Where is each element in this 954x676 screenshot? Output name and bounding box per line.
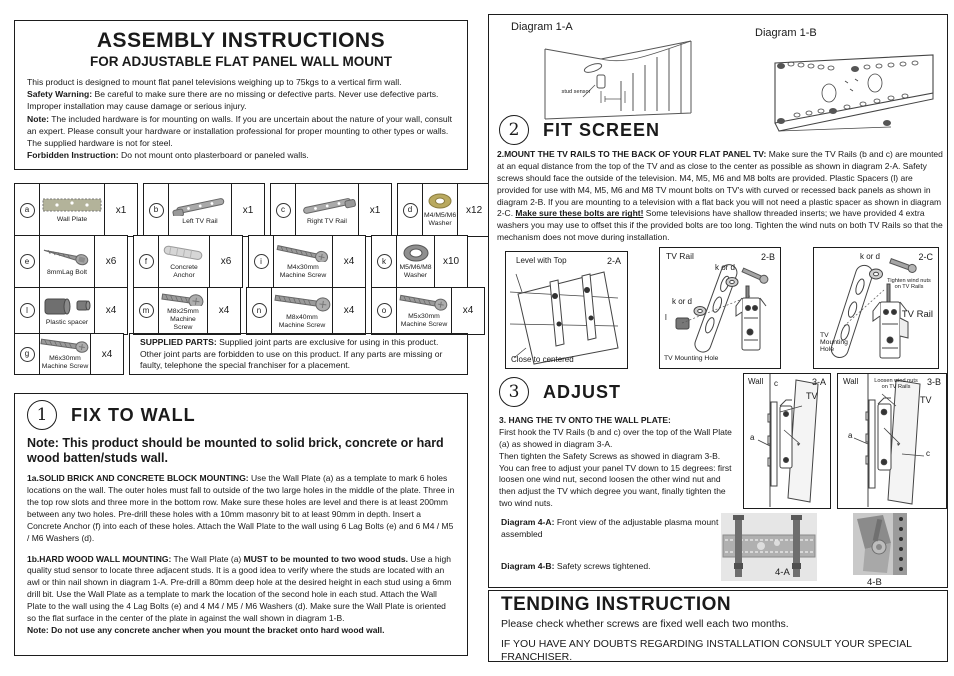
section3-line: Then tighten the Safety Screws as showed in diagram 3-B. bbox=[499, 450, 721, 461]
diagram-2c-tighten-label: Tighten wind nuts on TV Rails bbox=[887, 278, 931, 291]
paragraph-1b-bold: MUST to be mounted to two wood studs. bbox=[243, 553, 408, 564]
tending-heading: TENDING INSTRUCTION bbox=[501, 594, 732, 615]
diagram-2b-hole-label: TV Mounting Hole bbox=[664, 354, 719, 362]
wall-plate-icon bbox=[41, 196, 103, 214]
part-qty: x1 bbox=[369, 204, 381, 216]
part-name: M8x25mm Machine Screw bbox=[167, 308, 199, 331]
safety-warning-label: Safety Warning: bbox=[27, 89, 93, 100]
diagram-2b-kord-label: k or d bbox=[715, 263, 736, 272]
part-qty: x4 bbox=[343, 305, 355, 317]
section-fix-to-wall bbox=[14, 393, 468, 656]
part-qty: x1 bbox=[115, 204, 127, 216]
part-letter: g bbox=[20, 347, 35, 362]
paragraph-1b bbox=[27, 554, 455, 637]
diagram-3a-wall-label: Wall bbox=[748, 377, 764, 386]
safety-warning-text: Be careful to make sure there are no missing or defective parts. Never use defective parts. Improper installation may cause damage or serious injury. bbox=[27, 89, 439, 112]
part-lag-bolt bbox=[14, 235, 128, 288]
lag-bolt-icon bbox=[41, 247, 93, 267]
diagram-3a-tag: 3-A bbox=[811, 377, 826, 387]
parts-table bbox=[14, 183, 483, 375]
forbidden-instruction bbox=[27, 149, 455, 161]
section2-paragraph bbox=[497, 149, 943, 244]
washer-icon bbox=[402, 244, 430, 262]
part-qty: x1 bbox=[242, 204, 254, 216]
part-name: M6x30mm Machine Screw bbox=[41, 355, 89, 371]
paragraph-1b-text1: The Wall Plate (a) bbox=[171, 553, 244, 564]
part-name: Left TV Rail bbox=[182, 218, 218, 226]
part-name: M4/M5/M6 Washer bbox=[424, 211, 457, 227]
part-m456-washer bbox=[397, 183, 491, 237]
diagram-2b-title: TV Rail bbox=[666, 251, 694, 261]
part-letter: n bbox=[252, 303, 267, 318]
section2-paragraph-label: 2.MOUNT THE TV RAILS TO THE BACK OF YOUR FLAT PANEL TV: bbox=[497, 149, 767, 159]
diagram-3b-c-label: c bbox=[926, 449, 930, 458]
part-letter: o bbox=[377, 303, 392, 318]
diagram-4b-caption-label: Diagram 4-B: bbox=[501, 561, 555, 571]
page-title: ASSEMBLY INSTRUCTIONS bbox=[96, 29, 386, 52]
part-m568-washer bbox=[371, 235, 468, 288]
part-letter: f bbox=[139, 254, 154, 269]
intro-section bbox=[14, 20, 468, 170]
part-m5x30-screw bbox=[371, 287, 485, 335]
left-tv-rail-icon bbox=[170, 194, 230, 216]
section1-heading: FIX TO WALL bbox=[71, 404, 196, 425]
diagram-3a-c-label: c bbox=[774, 379, 778, 388]
diagram-2b-spacer-label: l bbox=[665, 313, 667, 322]
diagram-2a-tag: 2-A bbox=[606, 256, 621, 266]
washer-icon bbox=[427, 193, 453, 210]
diagram-2a-bottom-label: Close to centered bbox=[511, 354, 574, 364]
diagram-4a-caption-label: Diagram 4-A: bbox=[501, 517, 555, 527]
supplied-parts-text: Supplied joint parts are exclusive for using in this product. Other joint parts are forbidden to use on this product. If any parts are missing or faulty, telephone the special franchiser for a placement. bbox=[140, 337, 443, 370]
paragraph-1a bbox=[27, 473, 455, 544]
section3-line: First hook the TV Rails (b and c) over the top of the Wall Plate (a) as showed in diagram 3-A. bbox=[499, 426, 732, 449]
paragraph-1a-text: Use the Wall Plate (a) as a template to mark 6 holes locations on the wall. The outer holes must fall to outside of the two large holes in the middle of the plate. Three in the top row slots and three more in the bottom row. Make sure these holes are level and there is at least 200mm between any two holes. Pre-drill these holes with a 10mm masonry bit to at least 90mm in depth. Insert a Concrete Anchor (f) into each of these holes. Attach the Wall Plate to the wall using 6 Lag Bolts (e) and 6 M4 / M5 / M6 Washers (d). bbox=[27, 473, 455, 543]
diagram-3a-a-label: a bbox=[750, 433, 755, 442]
intro-note-text: The included hardware is for mounting on walls. If you are uncertain about the nature of your wall, consult an expert. Please consult your hardware or installation professional for proper mounting to other types or walls. The supplied hardware is not for steel. bbox=[27, 113, 452, 149]
part-qty: x6 bbox=[105, 256, 117, 268]
part-qty: x4 bbox=[343, 256, 355, 268]
diagram-2c bbox=[813, 247, 939, 369]
part-letter: b bbox=[149, 203, 164, 218]
section2-underline: Make sure these bolts are right! bbox=[515, 208, 644, 219]
section3-line: You can free to adjust your panel TV down to 15 degrees: first loosen one wind nut, second loosen the other wind nut and then adjust the TV which degree you want, finally tighten the two wind nuts. bbox=[499, 462, 732, 509]
diagram-4a-caption-text: Front view of the adjustable plasma mount assembled bbox=[501, 517, 719, 539]
section2-text2: Some televisions have shallow threaded inserts; we have provided 4 extra washers you may use to offset this if the provided bolts are too long. Tighten the wind nuts on both TV Rails so that the mechanism does not move during installation. bbox=[497, 208, 943, 243]
diagram-3b-tag: 3-B bbox=[926, 377, 941, 387]
part-qty: x10 bbox=[442, 256, 460, 268]
right-page bbox=[488, 14, 948, 588]
part-name: Plastic spacer bbox=[45, 318, 89, 326]
part-qty: x4 bbox=[101, 348, 113, 360]
tending-line1: Please check whether screws are fixed well each two months. bbox=[501, 618, 789, 630]
diagram-1b-sketch bbox=[767, 41, 939, 157]
part-m4x30-screw bbox=[248, 235, 366, 288]
parts-row bbox=[14, 287, 474, 335]
left-page bbox=[14, 20, 483, 656]
diagram-2a bbox=[505, 251, 628, 369]
diagram-4b-caption bbox=[501, 561, 723, 571]
section3-paragraph bbox=[499, 415, 737, 510]
parts-row bbox=[14, 333, 468, 375]
tending-line2: IF YOU HAVE ANY DOUBTS REGARDING INSTALLATION CONSULT YOUR SPECIAL FRANCHISER. bbox=[501, 638, 912, 664]
part-wall-plate bbox=[14, 183, 138, 237]
part-letter: k bbox=[377, 254, 392, 269]
machine-screw-icon bbox=[398, 293, 450, 311]
stud-sensor-label: stud sensor bbox=[561, 89, 591, 95]
diagram-3b bbox=[837, 373, 947, 509]
supplied-parts-label: SUPPLIED PARTS: bbox=[140, 337, 217, 348]
part-name: 8mmLag Bolt bbox=[46, 269, 88, 276]
part-name: M5/M6/M8 Washer bbox=[399, 264, 432, 279]
part-m6x30-screw bbox=[14, 333, 124, 375]
diagram-3b-tv-label: TV bbox=[920, 395, 932, 405]
safety-screw-closeup-image bbox=[853, 513, 907, 575]
section1-number-icon: 1 bbox=[27, 400, 57, 430]
diagram-3b-a-label: a bbox=[848, 431, 853, 440]
paragraph-1b-label: 1b.HARD WOOD WALL MOUNTING: bbox=[27, 553, 172, 564]
part-name: Concrete Anchor bbox=[170, 264, 198, 279]
section3-paragraph-label: 3. HANG THE TV ONTO THE WALL PLATE: bbox=[499, 415, 671, 425]
concrete-anchor-icon bbox=[160, 244, 208, 262]
part-letter: c bbox=[276, 203, 291, 218]
diagram-3a bbox=[743, 373, 831, 509]
intro-note-label: Note: bbox=[27, 113, 49, 124]
part-qty: x4 bbox=[462, 305, 474, 317]
part-m8x25-screw bbox=[133, 287, 241, 335]
diagram-2b bbox=[659, 247, 781, 369]
page-subtitle: FOR ADJUSTABLE FLAT PANEL WALL MOUNT bbox=[90, 54, 392, 69]
diagram-4b-tag: 4-B bbox=[867, 577, 882, 588]
diagram-4a-tag: 4-A bbox=[775, 567, 790, 578]
machine-screw-icon bbox=[273, 292, 331, 312]
diagram-2c-tag: 2-C bbox=[918, 252, 933, 262]
part-name: M5x30mm Machine Screw bbox=[400, 313, 448, 328]
part-m8x40-screw bbox=[246, 287, 366, 335]
part-letter: a bbox=[20, 203, 35, 218]
supplied-parts-note bbox=[129, 333, 468, 375]
diagram-1b-label: Diagram 1-B bbox=[755, 27, 817, 39]
mount-front-view-image bbox=[721, 513, 817, 581]
machine-screw-icon bbox=[39, 337, 91, 353]
diagram-3b-note-label: Loosen wind nuts on TV Rails bbox=[874, 378, 918, 391]
part-letter: l bbox=[20, 303, 35, 318]
part-letter: i bbox=[254, 254, 269, 269]
safety-warning bbox=[27, 88, 455, 112]
diagram-1a-label: Diagram 1-A bbox=[511, 21, 573, 33]
diagram-4a-caption bbox=[501, 517, 723, 540]
part-plastic-spacer bbox=[14, 287, 128, 335]
section2-number-icon: 2 bbox=[499, 115, 529, 145]
diagram-2b-tag: 2-B bbox=[760, 252, 775, 262]
diagram-3a-tv-label: TV bbox=[806, 391, 818, 401]
part-concrete-anchor bbox=[133, 235, 243, 288]
diagram-2c-rail-label: TV Rail bbox=[901, 309, 933, 320]
section3-heading: ADJUST bbox=[543, 381, 622, 402]
paragraph-1b-note: Note: Do not use any concrete ancher when you mount the bracket onto hard wood wall. bbox=[27, 624, 385, 635]
part-qty: x6 bbox=[220, 256, 232, 268]
diagram-4b-photo bbox=[853, 513, 907, 575]
diagram-2b-kord-label: k or d bbox=[672, 297, 693, 306]
diagram-2a-sketch bbox=[506, 252, 626, 367]
paragraph-1b-text2: Use a high quality stud sensor to locate three adjacent studs. It is a good idea to verify where the studs are located with an awl or thin nail shown in diagram 1-A. Pre-drill a 80mm deep hole at the desired height in each stud using a 6mm drill bit. Use the Wall Plate as a template to mark the location of the second hole in each stud. Attach the Wall Plate to the wall using the 4 Lag Bolts (e) and 4 M4 / M5 / M6 Washers (d). Make sure the Wall Plate is oriented so the flat surface in the center of the plate in against the wall shown in diagram 1-B. bbox=[27, 553, 452, 624]
intro-line: This product is designed to mount flat panel televisions weighing up to 75kgs to a vertical firm wall. bbox=[27, 77, 402, 87]
diagram-3b-sketch bbox=[838, 374, 945, 507]
part-letter: m bbox=[139, 303, 154, 318]
forbidden-label: Forbidden Instruction: bbox=[27, 150, 119, 161]
part-right-tv-rail bbox=[270, 183, 392, 237]
section3-number-icon: 3 bbox=[499, 377, 529, 407]
parts-row bbox=[14, 183, 483, 237]
part-name: M4x30mm Machine Screw bbox=[279, 264, 327, 279]
forbidden-text: Do not mount onto plasterboard or paneled walls. bbox=[118, 150, 309, 161]
parts-row bbox=[14, 235, 468, 288]
machine-screw-icon bbox=[275, 244, 331, 262]
part-letter: e bbox=[20, 254, 35, 269]
intro-note bbox=[27, 113, 455, 150]
part-name: Wall Plate bbox=[56, 216, 88, 224]
part-qty: x4 bbox=[218, 305, 230, 317]
right-tv-rail-icon bbox=[297, 194, 357, 216]
paragraph-1a-label: 1a.SOLID BRICK AND CONCRETE BLOCK MOUNTING: bbox=[27, 473, 249, 484]
diagram-4a-photo bbox=[721, 513, 817, 581]
part-qty: x4 bbox=[105, 305, 117, 317]
section2-heading: FIT SCREEN bbox=[543, 119, 661, 140]
diagram-2c-hole-label: TV Mounting Hole bbox=[820, 332, 848, 354]
diagram-3b-wall-label: Wall bbox=[843, 377, 859, 386]
part-qty: x12 bbox=[466, 204, 483, 216]
tending-instruction-section bbox=[488, 590, 948, 662]
diagram-2c-kord-label: k or d bbox=[860, 252, 881, 261]
diagram-2a-top-label: Level with Top bbox=[516, 256, 567, 265]
part-name: Right TV Rail bbox=[307, 218, 347, 226]
part-left-tv-rail bbox=[143, 183, 265, 237]
part-letter: d bbox=[403, 203, 418, 218]
machine-screw-icon bbox=[160, 290, 206, 307]
diagram-4b-caption-text: Safety screws tightened. bbox=[554, 561, 651, 571]
section1-note: Note: This product should be mounted to solid brick, concrete or hard wood batten/studs wall. bbox=[27, 436, 444, 466]
section2-text1: Make sure the TV Rails (b and c) are mounted at an equal distance from the top of the TV and as close to the center as possible as shown in diagram 2-A. Safety screws should face the outside of the television. M4, M5, M6 and M8 bolts are provided. Plastic Spacers (l) are provided for use with M4, M5, M6 and M8 TV mount bolts on TV's with curved or recessed back panels as shown in diagram 2-B. If you are mounting to a television with a flat back you will not need a plastic spacer as shown in diagram 2-C. bbox=[497, 149, 943, 219]
part-name: M8x40mm Machine Screw bbox=[278, 314, 326, 329]
plastic-spacer-icon bbox=[41, 295, 93, 317]
